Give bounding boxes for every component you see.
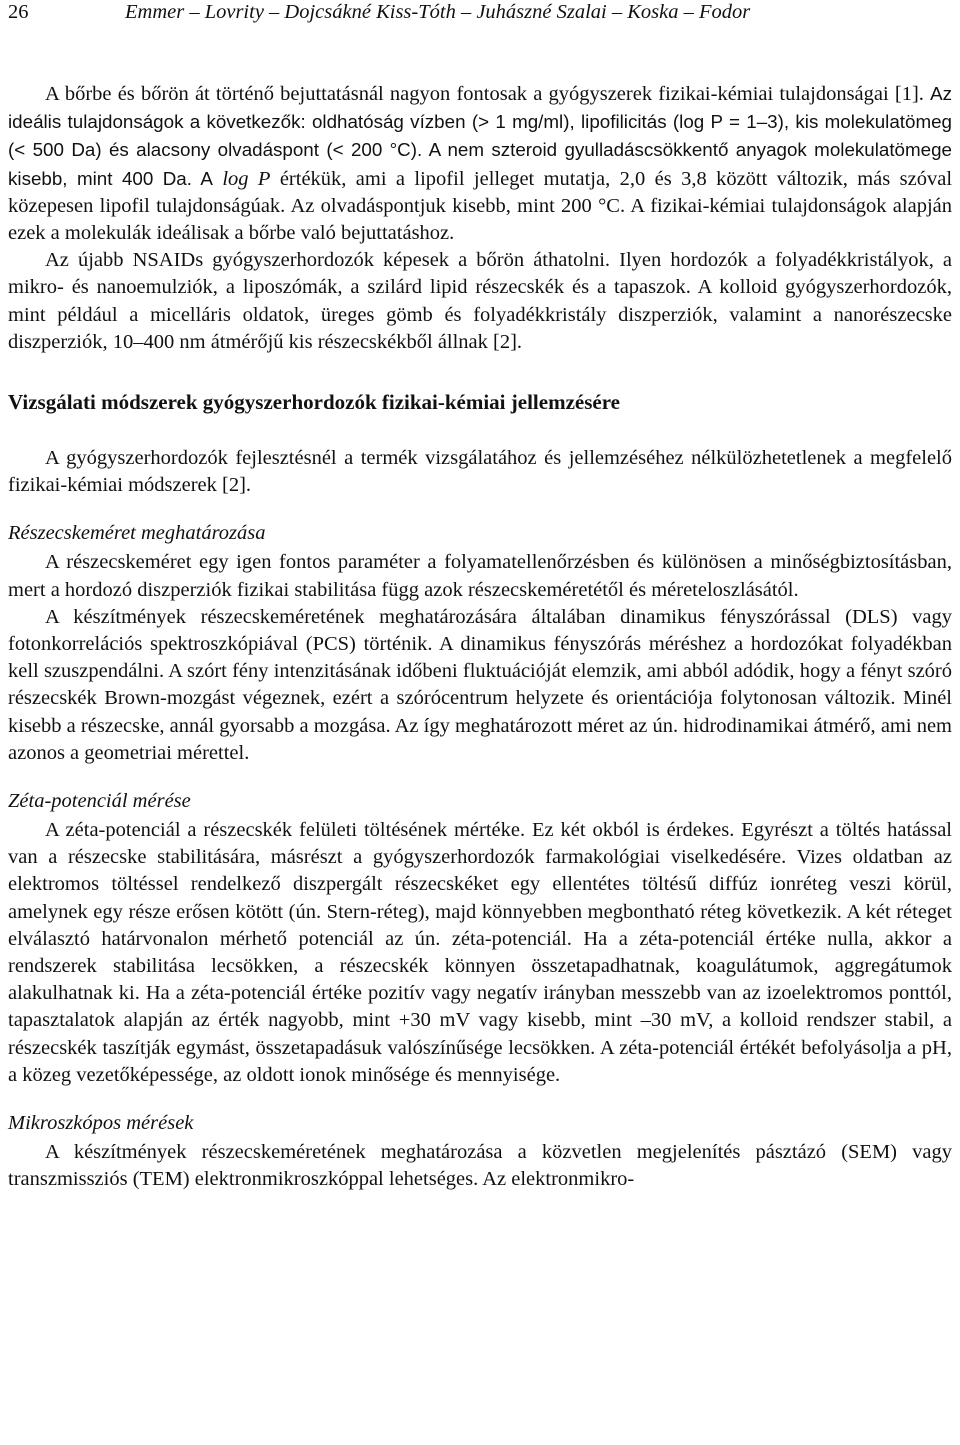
section-heading: Vizsgálati módszerek gyógyszerhordozók fizikai-kémiai jellemzésére: [8, 390, 620, 415]
intro-p1-text-d: értékük, ami a lipofil jelleget mutatja, 2,0 és 3,8 között változik, más szóval közepesen lipofil tulajdonságúak. Az olvadáspontjuk kisebb, mint 200 °C. A fizikai-kémiai tulajdonságok alapján ezek a molekulák ideálisak a bőrbe való bejuttatáshoz.: [8, 167, 953, 245]
subheading-microscopy: Mikroszkópos mérések: [8, 1112, 194, 1135]
logp-italic: log P: [222, 167, 271, 190]
section-intro-paragraph: A gyógyszerhordozók fejlesztésnél a termék vizsgálatához és jellemzéséhez nélkülözhetetlenek a megfelelő fizikai-kémiai módszerek [2].: [8, 447, 952, 497]
particle-size-paragraph-1: A részecskeméret egy igen fontos paraméter a folyamatellenőrzésben és különösen a minőségbiztosításban, mert a hordozó diszperziók fizikai stabilitása függ azok részecskeméretétől és méreteloszlásától.: [8, 551, 952, 601]
intro-p2-text-a: Az újabb NSAIDs gyógyszerhordozók képesek a bőrön áthatolni. Ilyen hordozók a folyadékkristályok, a mikro- és nanoemulziók, a liposzómák, a szilárd lipid részecskék és a tapaszok.: [8, 249, 952, 299]
intro-p1-text-a: A bőrbe és bőrön át történő bejuttatásnál nagyon fontosak a gyógyszerek fizikai-kémiai tulajdonságai [1].: [45, 83, 931, 105]
author-list: Emmer – Lovrity – Dojcsákné Kiss-Tóth – Juhászné Szalai – Koska – Fodor: [125, 1, 751, 23]
intro-p1-text-b: Az ideális tulajdonságok a következők: oldhatóság vízben (> 1 mg/ml), lipofilicitás (log P = 1–3), kis molekulatömeg (< 500 Da) és alacsony olvadáspont (< 200 °C). A nem szteroid gyulladáscsökkentő anyagok molekulatömege kisebb, mint 400 Da. A: [8, 83, 952, 189]
intro-paragraph-2: [8, 247, 952, 356]
microscopy-paragraph: A készítmények részecskeméretének meghatározása a közvetlen megjelenítés pásztázó (SEM) vagy transzmissziós (TEM) elektronmikroszkóppal lehetséges. Az elektronmikro-: [8, 1141, 952, 1191]
running-header: [8, 0, 952, 34]
particle-size-paragraph-2: A készítmények részecskeméretének meghatározására általában dinamikus fényszórással (DLS) vagy fotonkorrelációs spektroszkópiával (PCS) történik. A dinamikus fényszórás méréshez a hordozókat folyadékban kell szuszpendálni. A szórt fény intenzitásának időbeni fluktuációját elemzik, ami abból adódik, hogy a fényt szóró részecskék Brown-mozgást végeznek, ezért a szórócentrum helyzete és orientációja folytonosan változik. Minél kisebb a részecske, annál gyorsabb a mozgása. Az így meghatározott méret az ún. hidrodinamikai átmérő, ami nem azonos a geometriai mérettel.: [8, 605, 952, 764]
page-number: 26: [8, 1, 29, 23]
document-page: [8, 0, 952, 1194]
subheading-particle-size: Részecskeméret meghatározása: [8, 522, 266, 545]
subheading-zeta-potential: Zéta-potenciál mérése: [8, 790, 191, 813]
intro-p2-text-b: A kolloid gyógyszerhordozók, mint például a micelláris oldatok, üreges gömb és folyadékkristály diszperziók, valamint a nanorészecske diszperziók, 10–400 nm átmérőjű kis részecskékből állnak [2].: [8, 276, 952, 353]
zeta-paragraph: A zéta-potenciál a részecskék felületi töltésének mértéke. Ez két okból is érdekes. Egyrészt a töltés hatással van a részecske stabilitására, másrészt a gyógyszerhordozók farmakológiai viselkedésére. Vizes oldatban az elektromos töltéssel rendelkező diszpergált részecskéket egy ellentétes töltésű diffúz ionréteg veszi körül, amelynek egy része erősen kötött (ún. Stern-réteg), majd könnyebben megbontható réteg következik. A két réteget elválasztó határvonalon mérhető potenciál az ún. zéta-potenciál. Ha a zéta-potenciál értéke nulla, akkor a rendszerek stabilitása lecsökken, a részecskék könnyen összetapadhatnak, koagulátumok, aggregátumok alakulhatnak ki. Ha a zéta-potenciál értéke pozitív vagy negatív irányban messzebb van az izoelektromos ponttól, tapasztalatok alapján az érték nagyobb, mint +30 mV vagy kisebb, mint –30 mV, a kolloid rendszer stabil, a részecskék taszítják egymást, összetapadásuk valószínűsége lecsökken. A zéta-potenciál értékét befolyásolja a pH, a közeg vezetőképessége, az oldott ionok minősége és mennyisége.: [8, 819, 952, 1086]
intro-paragraph-1: [8, 80, 952, 247]
